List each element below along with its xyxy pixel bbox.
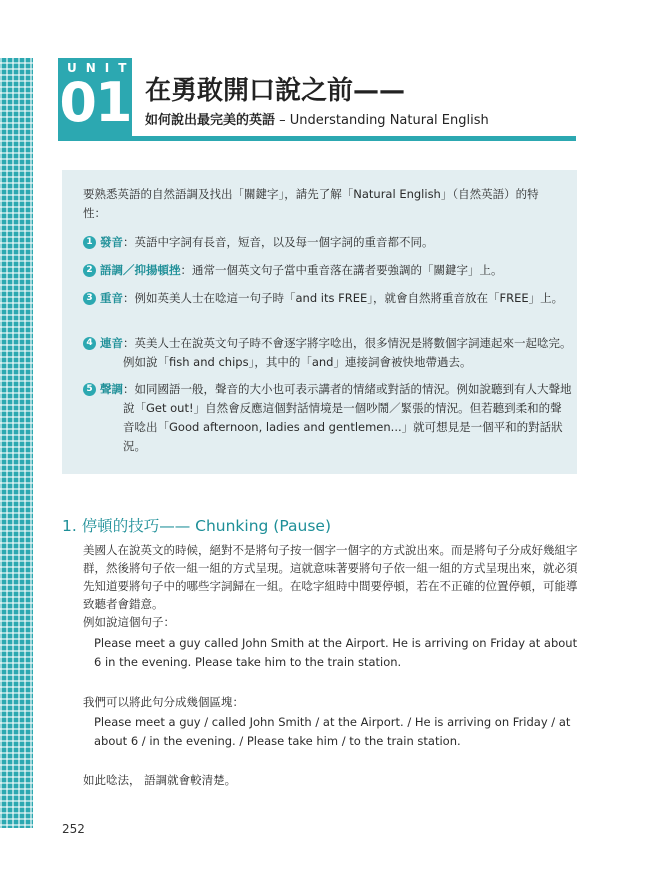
number-badge: 5 — [83, 383, 96, 396]
item-text: ：英語中字詞有長音，短音，以及每一個字詞的重音都不同。 — [123, 235, 434, 249]
number-badge: 2 — [83, 264, 96, 277]
page-title: 在勇敢開口說之前—— — [145, 76, 406, 106]
number-badge: 4 — [83, 337, 96, 350]
unit-badge — [58, 58, 136, 136]
example-intro: 例如說這個句子： — [83, 615, 175, 629]
info-item — [83, 334, 573, 372]
unit-label: UNIT — [67, 61, 136, 75]
subtitle-en: – Understanding Natural English — [275, 113, 489, 128]
info-item — [83, 261, 573, 280]
item-text: ：例如英美人士在唸這一句子時「and its FREE」，就會自然將重音放在「FREE」上。 — [123, 291, 564, 305]
item-text: ：英美人士在說英文句子時不會逐字將字唸出，很多情況是將數個字詞連起來一起唸完。例如說「fish and chips」，其中的「and」連接詞會被快地帶過去。 — [123, 336, 572, 369]
item-text: ：如同國語一般，聲音的大小也可表示講者的情緒或對話的情況。例如說聽到有人大聲地說「Get out!」自然會反應這個對話情境是一個吵鬧／緊張的情況。但若聽到柔和的聲音唸出「Good afternoon, ladies and gentlemen...」就可想見是一個平和的對話狀況。 — [123, 382, 572, 453]
info-item — [83, 289, 573, 308]
item-label: 語調／抑揚頓挫 — [100, 263, 181, 277]
info-item — [83, 233, 573, 252]
example-sentence: Please meet a guy called John Smith at the Airport. He is arriving on Friday at about 6 in the evening. Please take him to the train station. — [94, 636, 578, 669]
page-number: 252 — [62, 822, 85, 836]
section-heading: 1. 停頓的技巧—— Chunking (Pause) — [62, 517, 331, 535]
item-label: 發音 — [100, 235, 123, 249]
chunk-intro: 我們可以將此句分成幾個區塊： — [83, 695, 244, 709]
body-paragraph: 美國人在說英文的時候，絕對不是將句子按一個字一個字的方式說出來。而是將句子分成好幾組字群，然後將句子依一組一組的方式呈現。這就意味著要將句子依一組一組的方式呈現出來，就必須先知道要將句子中的哪些字詞歸在一組。在唸字組時中間要停頓，若在不正確的位置停頓，可能導致聽者會錯意。 — [83, 543, 578, 611]
item-text: ：通常一個英文句子當中重音落在講者要強調的「關鍵字」上。 — [180, 263, 503, 277]
title-underline — [58, 136, 576, 141]
item-label: 重音 — [100, 291, 123, 305]
chunked-sentence: Please meet a guy / called John Smith / at the Airport. / He is arriving on Friday / at about 6 / in the evening. / Please take him / to the train station. — [94, 715, 571, 748]
number-badge: 3 — [83, 292, 96, 305]
item-label: 聲調 — [100, 382, 123, 396]
unit-number: 01 — [59, 71, 131, 134]
conclusion: 如此唸法， 語調就會較清楚。 — [83, 773, 237, 787]
page-subtitle — [145, 109, 489, 128]
info-item — [83, 380, 573, 456]
number-badge: 1 — [83, 236, 96, 249]
item-label: 連音 — [100, 336, 123, 350]
decorative-checker-strip — [0, 58, 33, 828]
subtitle-zh: 如何說出最完美的英語 — [145, 113, 276, 128]
info-intro: 要熟悉英語的自然語調及找出「關鍵字」，請先了解「Natural English」（自然英語）的特性： — [83, 187, 539, 220]
